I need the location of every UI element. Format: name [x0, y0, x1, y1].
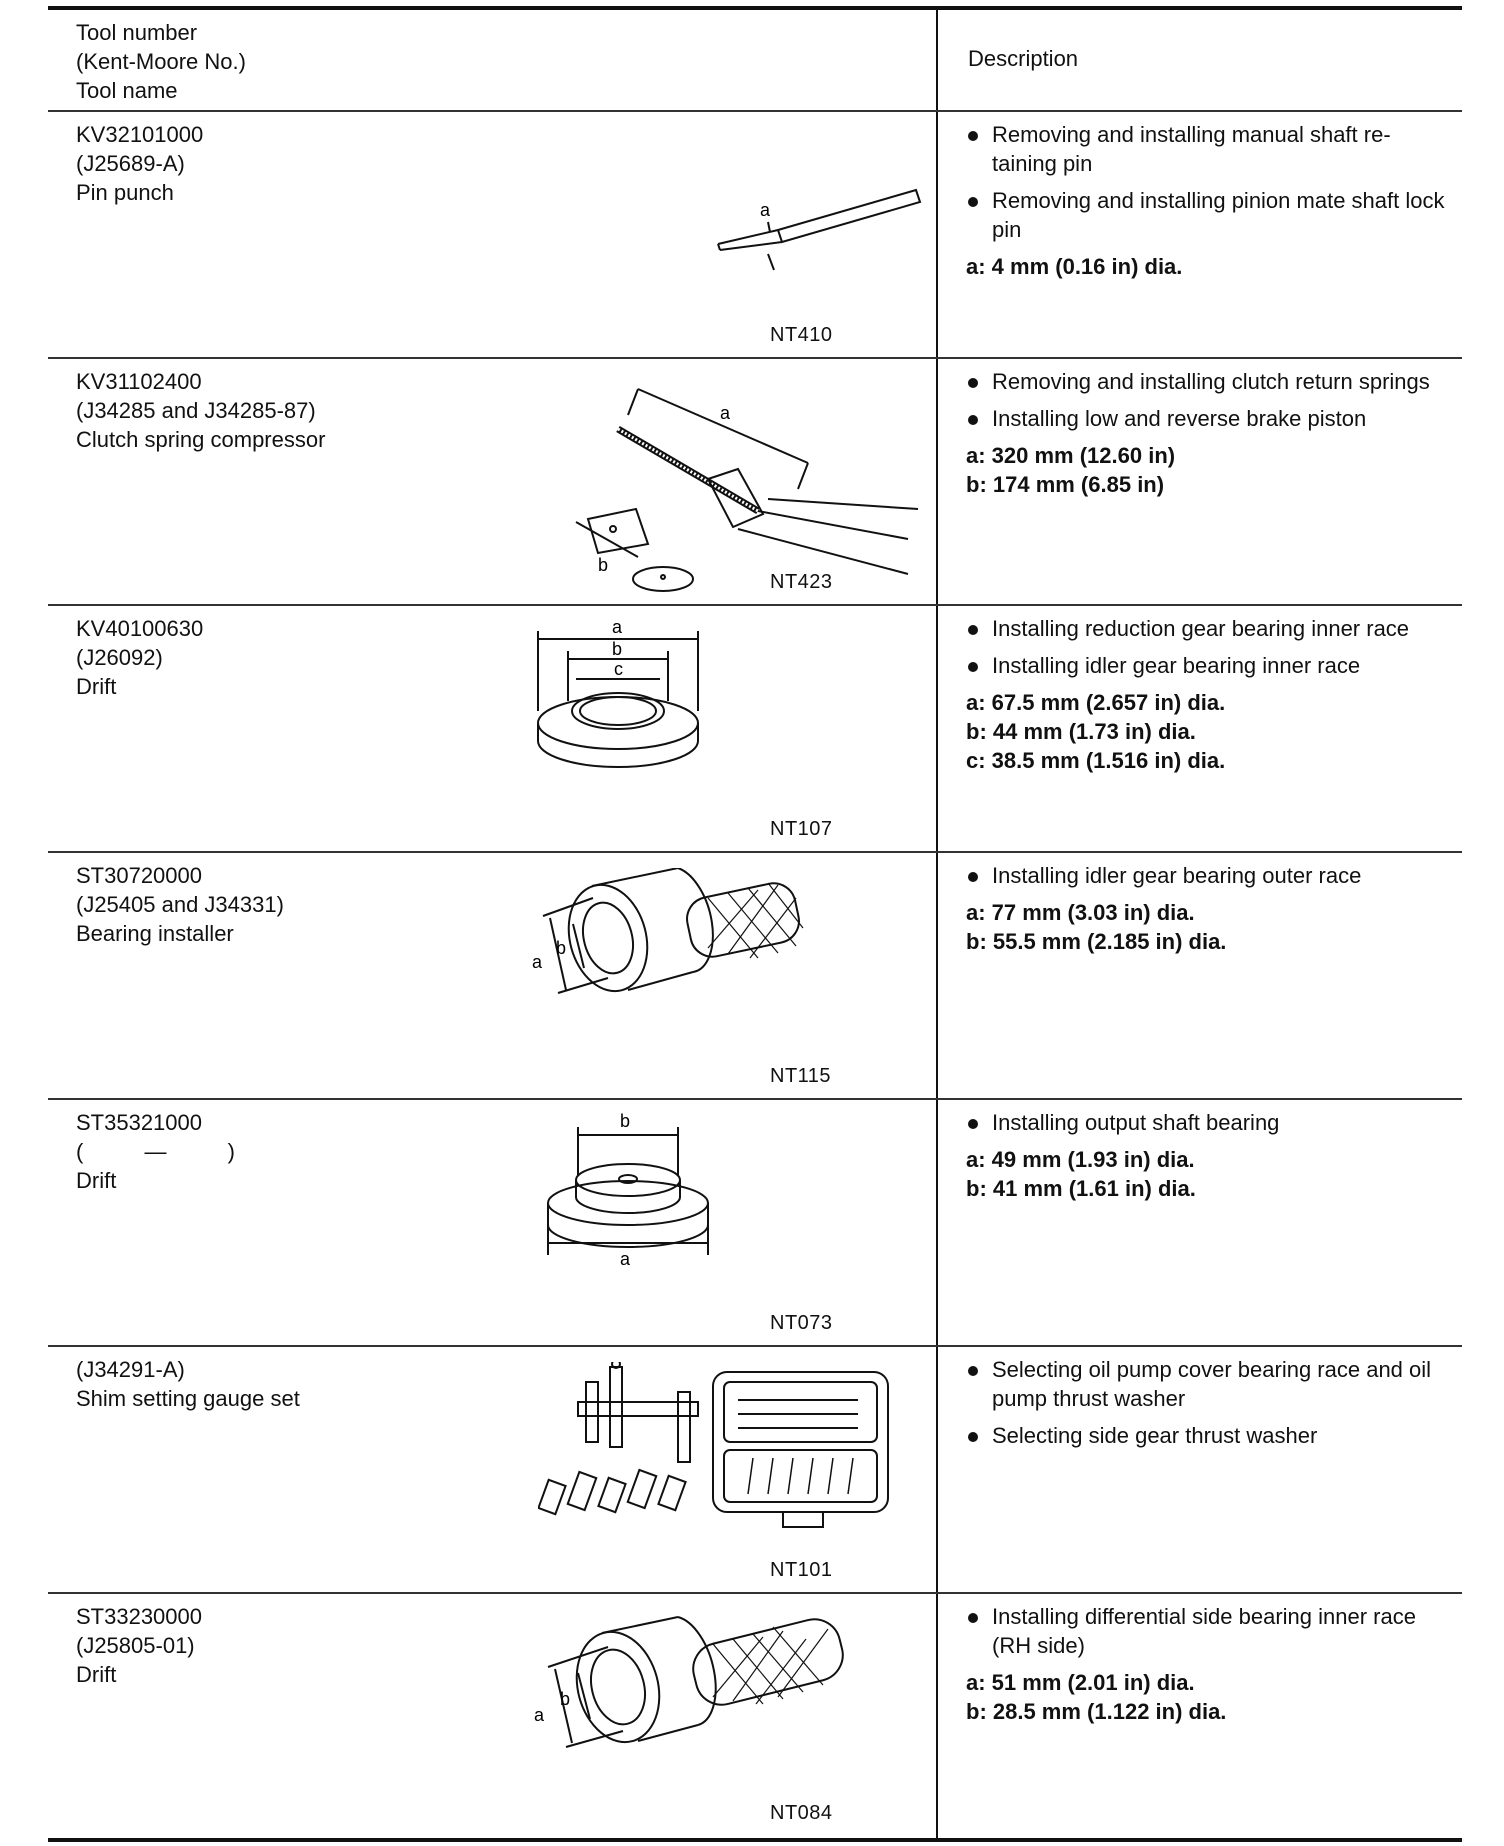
dim-label: b: [612, 639, 623, 659]
tool-name: Drift: [76, 1168, 117, 1193]
description-bullet: Selecting oil pump cover bearing race and oil pump thrust washer: [966, 1355, 1446, 1413]
header-tool-number: Tool number: [76, 20, 198, 45]
description-bullet: Removing and installing manual shaft re-taining pin: [966, 120, 1446, 178]
spec-line: b: 55.5 mm (2.185 in) dia.: [966, 929, 1227, 954]
header-tool-name: Tool name: [76, 78, 178, 103]
description-bullet: Installing low and reverse brake piston: [966, 404, 1446, 433]
header-description: Description: [968, 46, 1079, 71]
clutch-spring-compressor-illustration: [558, 379, 938, 604]
dim-label: b: [620, 1111, 631, 1131]
kent-moore-number: (J25689-A): [76, 151, 185, 176]
drift-illustration: [518, 611, 718, 771]
description: [966, 1602, 1446, 1726]
tool-number: ST33230000: [76, 1604, 202, 1629]
bearing-installer-illustration: [528, 868, 828, 1018]
kent-moore-number: (J26092): [76, 645, 163, 670]
tool-id: [76, 1355, 300, 1413]
figure-code: NT073: [770, 1312, 833, 1334]
description-bullet: Installing reduction gear bearing inner race: [966, 614, 1446, 643]
tool-name: Drift: [76, 674, 117, 699]
spec-line: a: 67.5 mm (2.657 in) dia.: [966, 690, 1226, 715]
description: [966, 120, 1446, 281]
kent-moore-number: (J34285 and J34285-87): [76, 398, 316, 423]
tool-number: KV31102400: [76, 369, 202, 394]
description-bullet: Installing idler gear bearing inner race: [966, 651, 1446, 680]
description: [966, 367, 1446, 499]
spec-line: a: 49 mm (1.93 in) dia.: [966, 1147, 1195, 1172]
drift-illustration: [528, 1609, 858, 1769]
kent-moore-number: ( — ): [76, 1139, 235, 1164]
tool-number: ST30720000: [76, 863, 202, 888]
tool-name: Bearing installer: [76, 921, 234, 946]
description-bullet: Removing and installing clutch return springs: [966, 367, 1446, 396]
description-bullet: Installing output shaft bearing: [966, 1108, 1446, 1137]
spec-line: b: 41 mm (1.61 in) dia.: [966, 1176, 1196, 1201]
dim-label: a: [760, 200, 771, 220]
spec-line: b: 28.5 mm (1.122 in) dia.: [966, 1699, 1227, 1724]
header-tool-column: [76, 18, 246, 105]
tool-id: [76, 861, 284, 948]
pin-punch-illustration: [698, 182, 938, 302]
table-row: [48, 112, 1462, 359]
dim-label: b: [556, 938, 567, 958]
figure-code: NT101: [770, 1559, 833, 1581]
tool-id: [76, 1602, 202, 1689]
table-row: [48, 1100, 1462, 1347]
figure-code: NT410: [770, 324, 833, 346]
tool-id: [76, 367, 325, 454]
description: [966, 861, 1446, 956]
table-row: [48, 359, 1462, 606]
description-bullet: Installing differential side bearing inner race (RH side): [966, 1602, 1446, 1660]
table-row: [48, 1594, 1462, 1830]
drift-illustration: [538, 1105, 718, 1275]
kent-moore-number: (J25405 and J34331): [76, 892, 284, 917]
dim-label: c: [614, 659, 623, 679]
spec-line: b: 174 mm (6.85 in): [966, 472, 1165, 497]
kent-moore-number: (J25805-01): [76, 1633, 195, 1658]
tool-number: KV32101000: [76, 122, 204, 147]
tool-name: Clutch spring compressor: [76, 427, 326, 452]
spec-line: a: 320 mm (12.60 in): [966, 443, 1176, 468]
spec-line: b: 44 mm (1.73 in) dia.: [966, 719, 1196, 744]
tool-name: Drift: [76, 1662, 117, 1687]
tool-number: ST35321000: [76, 1110, 202, 1135]
spec-line: a: 4 mm (0.16 in) dia.: [966, 254, 1183, 279]
table-header: [48, 10, 1462, 112]
kent-moore-number: (J34291-A): [76, 1357, 185, 1382]
spec-line: a: 51 mm (2.01 in) dia.: [966, 1670, 1195, 1695]
tool-id: [76, 614, 203, 701]
description-bullet: Installing idler gear bearing outer race: [966, 861, 1446, 890]
dim-label: a: [534, 1705, 545, 1725]
figure-code: NT115: [770, 1065, 832, 1087]
description-bullet: Selecting side gear thrust washer: [966, 1421, 1446, 1450]
spec-line: a: 77 mm (3.03 in) dia.: [966, 900, 1195, 925]
table-row: [48, 853, 1462, 1100]
dim-label: a: [532, 952, 543, 972]
tool-number: KV40100630: [76, 616, 204, 641]
figure-code: NT107: [770, 818, 833, 840]
description: [966, 1108, 1446, 1203]
tool-name: Shim setting gauge set: [76, 1386, 300, 1411]
spec-line: c: 38.5 mm (1.516 in) dia.: [966, 748, 1226, 773]
header-kent-moore: (Kent-Moore No.): [76, 49, 246, 74]
dim-label: b: [598, 555, 609, 575]
figure-code: NT423: [770, 571, 833, 593]
dim-label: a: [620, 1249, 631, 1269]
dim-label: a: [612, 617, 623, 637]
tool-id: [76, 1108, 235, 1195]
dim-label: b: [560, 1689, 571, 1709]
shim-setting-gauge-set-illustration: [538, 1362, 898, 1537]
table-row: [48, 1347, 1462, 1594]
special-tools-table: [48, 6, 1462, 1842]
figure-code: NT084: [770, 1802, 833, 1824]
tool-name: Pin punch: [76, 180, 174, 205]
description-bullet: Removing and installing pinion mate shaft lock pin: [966, 186, 1446, 244]
description: [966, 1355, 1446, 1458]
description: [966, 614, 1446, 775]
table-row: [48, 606, 1462, 853]
dim-label: a: [720, 403, 731, 423]
tool-id: [76, 120, 203, 207]
